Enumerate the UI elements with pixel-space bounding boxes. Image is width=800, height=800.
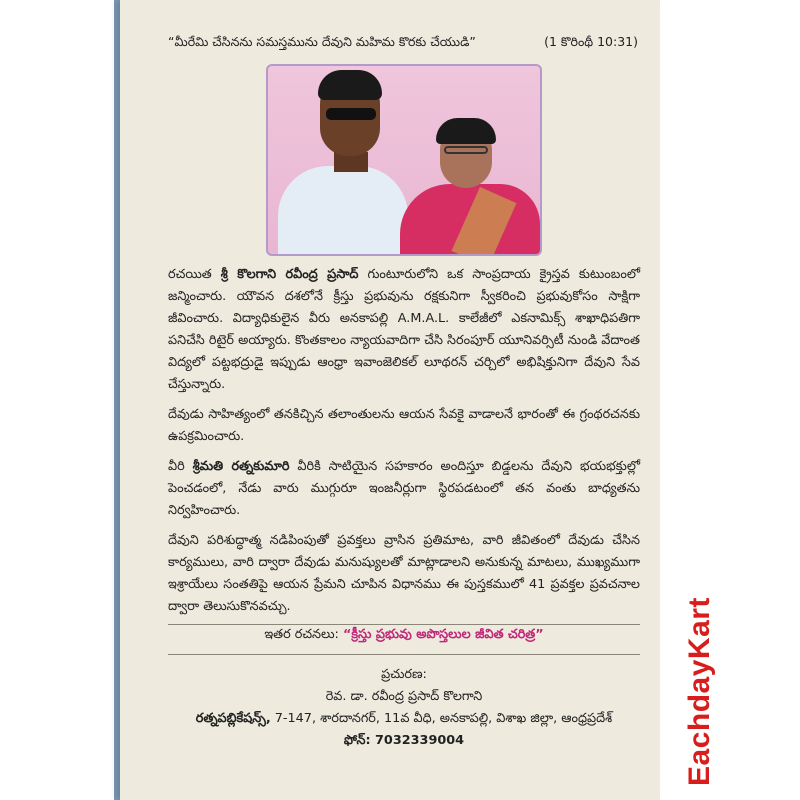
watermark-logo: EachdayKart xyxy=(683,597,716,786)
publisher-address: రత్నపబ్లికేషన్స్, 7-147, శారదానగర్, 11వ వీధి, అనకాపల్లి, విశాఖ జిల్లా, ఆంధ్రప్రదేశ్ xyxy=(195,711,613,726)
other-works-title: “క్రీస్తు ప్రభువు అపొస్తలుల జీవిత చరిత్ర” xyxy=(342,627,544,642)
publisher-info xyxy=(168,664,640,752)
author-photo xyxy=(266,64,542,256)
other-works xyxy=(168,624,640,646)
author-name: శ్రీ కొలగాని రవీంద్ర ప్రసాద్ xyxy=(220,267,359,282)
bio-paragraph-3: వీరి శ్రీమతి రత్నకుమారి వీరికి సాటియైన సహకారం అందిస్తూ బిడ్డలను దేవుని భయభక్తుల్లో పెంచడంలో, నేడు వారు ముగ్గురూ ఇంజనీర్లుగా స్థిరపడటంలో తన వంతు బాధ్యతను నిర్వహించారు. xyxy=(168,459,640,518)
publisher-phone: ఫోన్: 7032339004 xyxy=(343,733,465,748)
divider-bottom xyxy=(168,654,640,655)
bio-paragraph-4: దేవుని పరిశుద్ధాత్మ నడిపింపుతో ప్రవక్తలు వ్రాసిన ప్రతిమాట, వారి జీవితంలో దేవుడు చేసిన కార్యములు, వారి ద్వారా దేవుడు మనుష్యులతో మాట్లాడాలని అనుకున్న మాటలు, ముఖ్యముగా ఇశ్రాయేలు సంతతిపై ఆయన ప్రేమని చూపిన విధానము ఈ పుస్తకములో 41 ప్రవక్తల ప్రవచనాల ద్వారా తెలుసుకొనవచ్చు. xyxy=(168,533,640,614)
wife-name: శ్రీమతి రత్నకుమారి xyxy=(192,459,290,474)
bio-paragraph-2: దేవుడు సాహిత్యంలో తనకిచ్చిన తలాంతులను ఆయన సేవకై వాడాలనే భారంతో ఈ గ్రంథరచనకు ఉపక్రమించారు. xyxy=(168,407,640,444)
bio-paragraph-1: రచయిత శ్రీ కొలగాని రవీంద్ర ప్రసాద్ గుంటూరులోని ఒక సాంప్రదాయ క్రైస్తవ కుటుంబంలో జన్మించారు. యౌవన దశలోనే క్రీస్తు ప్రభువును రక్షకునిగా స్వీకరించి ప్రభువుకోసం సాక్షిగా జీవించారు. విద్యాధికులైన వీరు అనకాపల్లి A.M.A.L. కాలేజీలో ఎకనామిక్స్ శాఖాధిపతిగా పనిచేసి రిటైర్ అయ్యారు. కొంతకాలం న్యాయవాదిగా చేసి సిరంపూర్ యూనివర్సిటీ నుండి వేదాంత విద్యలో పట్టభద్రుడై ఇప్పుడు ఆంధ్రా ఇవాంజెలికల్ లూథరన్ చర్చిలో అభిషిక్తునిగా దేవుని సేవ చేస్తున్నారు. xyxy=(168,267,640,392)
bible-verse xyxy=(168,34,638,53)
author-biography xyxy=(168,264,640,626)
verse-reference: (1 కొరింథీ 10:31) xyxy=(544,34,638,49)
publisher-label: ప్రచురణ: xyxy=(381,667,427,682)
other-works-label: ఇతర రచనలు: xyxy=(264,627,339,642)
publisher-name: రెవ. డా. రవీంద్ర ప్రసాద్ కొలగాని xyxy=(325,689,483,704)
verse-text: “మీరేమి చేసినను సమస్తమును దేవుని మహిమ కొరకు చేయుడి” xyxy=(168,34,476,49)
